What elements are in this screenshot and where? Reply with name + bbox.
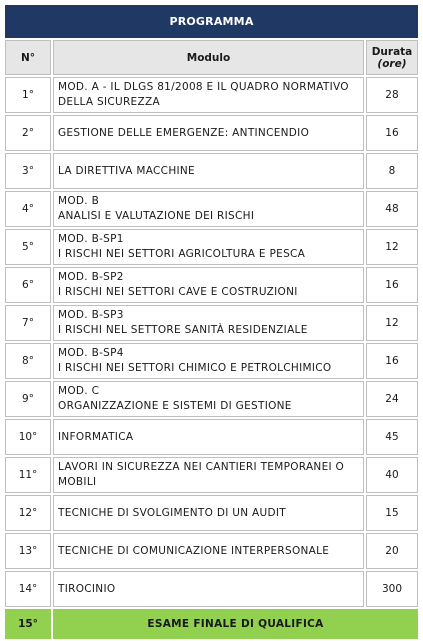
row-number: 10° [5,419,51,455]
row-number: 8° [5,343,51,379]
table-row [5,381,418,417]
row-hours: 20 [366,533,418,569]
row-module [53,267,364,303]
module-line: I RISCHI NEL SETTORE SANITÀ RESIDENZIALE [58,324,308,336]
table-row [5,533,418,569]
programma-table-wrapper [3,3,420,641]
module-line: MOD. B-SP3 [58,309,124,321]
table-title: PROGRAMMA [5,5,418,38]
module-line: GESTIONE DELLE EMERGENZE: ANTINCENDIO [58,126,310,139]
module-line: MOD. C [58,385,100,397]
table-row [5,305,418,341]
module-line: MOBILI [58,476,97,488]
row-hours: 12 [366,305,418,341]
row-hours: 15 [366,495,418,531]
row-module [53,343,364,379]
header-module: Modulo [53,40,364,75]
module-line: MOD. B-SP2 [58,271,124,283]
module-line: DELLA SICUREZZA [58,96,160,108]
row-hours: 300 [366,571,418,607]
module-line: MOD. B-SP4 [58,347,124,359]
table-row [5,77,418,113]
row-number: 13° [5,533,51,569]
row-module [53,495,364,531]
table-row [5,267,418,303]
row-module [53,77,364,113]
row-hours: 8 [366,153,418,189]
module-line: ORGANIZZAZIONE E SISTEMI DI GESTIONE [58,400,292,412]
table-row [5,343,418,379]
row-number: 3° [5,153,51,189]
module-line: MOD. B [58,195,100,207]
row-module [53,229,364,265]
row-hours: 45 [366,419,418,455]
row-module [53,457,364,493]
table-row [5,495,418,531]
table-row [5,571,418,607]
header-duration-unit: (ore) [377,57,407,70]
row-module [53,381,364,417]
table-row [5,457,418,493]
row-hours: 40 [366,457,418,493]
row-hours: 16 [366,115,418,151]
row-hours: 16 [366,267,418,303]
programma-table [3,3,420,641]
module-line: I RISCHI NEI SETTORI CHIMICO E PETROLCHIMICO [58,362,332,374]
row-module [53,305,364,341]
table-row [5,229,418,265]
row-module [53,153,364,189]
module-line: LA DIRETTIVA MACCHINE [58,164,195,177]
row-number: 14° [5,571,51,607]
row-module [53,115,364,151]
row-number: 11° [5,457,51,493]
table-row [5,115,418,151]
module-line: I RISCHI NEI SETTORI CAVE E COSTRUZIONI [58,286,298,298]
row-number: 2° [5,115,51,151]
header-num: N° [5,40,51,75]
final-label: ESAME FINALE DI QUALIFICA [53,609,418,639]
module-line: ANALISI E VALUTAZIONE DEI RISCHI [58,210,255,222]
header-duration [366,40,418,75]
module-line: TECNICHE DI COMUNICAZIONE INTERPERSONALE [58,544,330,557]
row-number: 5° [5,229,51,265]
row-hours: 16 [366,343,418,379]
row-module [53,533,364,569]
row-number: 1° [5,77,51,113]
row-module [53,419,364,455]
module-line: INFORMATICA [58,430,134,443]
module-line: I RISCHI NEI SETTORI AGRICOLTURA E PESCA [58,248,306,260]
module-line: MOD. B-SP1 [58,233,124,245]
final-num: 15° [5,609,51,639]
table-row [5,191,418,227]
row-number: 9° [5,381,51,417]
row-module [53,571,364,607]
row-hours: 48 [366,191,418,227]
row-number: 6° [5,267,51,303]
module-line: TIROCINIO [58,582,116,595]
table-row [5,153,418,189]
header-duration-label: Durata [371,45,413,58]
row-module [53,191,364,227]
module-line: TECNICHE DI SVOLGIMENTO DI UN AUDIT [58,506,286,519]
row-hours: 24 [366,381,418,417]
row-hours: 12 [366,229,418,265]
header-row [5,40,418,75]
module-line: MOD. A - IL DLGS 81/2008 E IL QUADRO NORMATIVO [58,81,349,93]
row-hours: 28 [366,77,418,113]
row-number: 7° [5,305,51,341]
module-line: LAVORI IN SICUREZZA NEI CANTIERI TEMPORANEI O [58,461,345,473]
row-number: 12° [5,495,51,531]
table-body [5,77,418,607]
table-row [5,419,418,455]
row-number: 4° [5,191,51,227]
